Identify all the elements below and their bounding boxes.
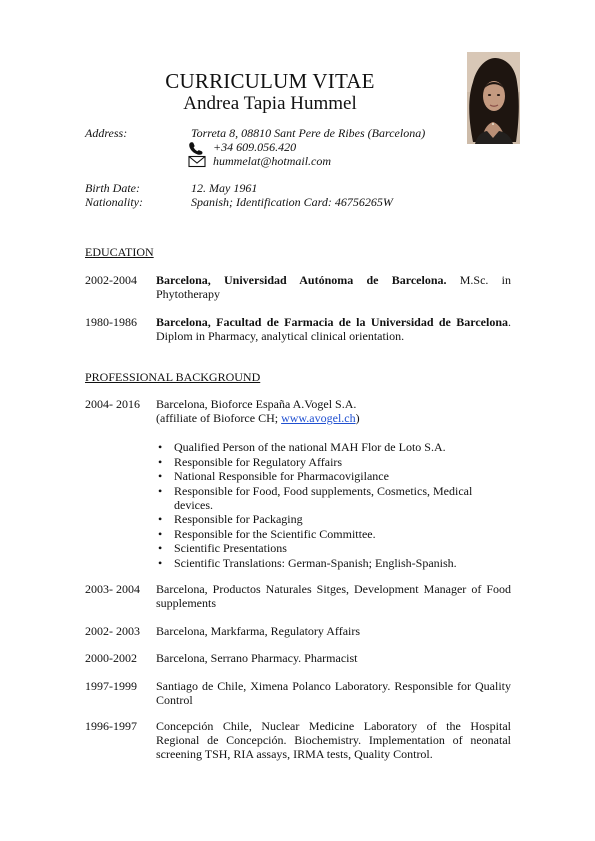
professional-years: 1996-1997 xyxy=(85,719,137,733)
list-item: • Responsible for Food, Food supplements, Cosmetics, Medical devices. xyxy=(156,484,496,512)
education-institution: Barcelona, Universidad Autónoma de Barcelona. xyxy=(156,273,447,287)
list-item: • Responsible for Packaging xyxy=(156,512,496,526)
affiliate-suffix: ) xyxy=(355,411,360,425)
document-title: CURRICULUM VITAE xyxy=(165,69,375,93)
professional-heading: PROFESSIONAL BACKGROUND xyxy=(85,370,261,384)
education-institution: Barcelona, Facultad de Farmacia de la Universidad de Barcelona xyxy=(156,315,508,329)
email-address[interactable]: hummelat@hotmail.com xyxy=(213,154,332,168)
nationality-value: Spanish; Identification Card: 46756265W xyxy=(191,195,393,209)
professional-years: 1997-1999 xyxy=(85,679,137,693)
address-label: Address: xyxy=(85,126,128,140)
education-detail: M.Sc. in Phytotherapy xyxy=(156,273,511,301)
education-years: 2002-2004 xyxy=(85,273,137,287)
professional-description: Barcelona, Serrano Pharmacy. Pharmacist xyxy=(156,651,358,665)
birth-date-value: 12. May 1961 xyxy=(191,181,258,195)
phone-number: +34 609.056.420 xyxy=(213,140,297,154)
list-item: • National Responsible for Pharmacovigilance xyxy=(156,469,496,483)
address-value: Torreta 8, 08810 Sant Pere de Ribes (Barcelona) xyxy=(191,126,426,140)
list-item: • Responsible for the Scientific Committee. xyxy=(156,527,496,541)
envelope-icon xyxy=(188,155,206,173)
birth-date-label: Birth Date: xyxy=(85,181,140,195)
professional-description: Barcelona, Productos Naturales Sitges, Development Manager of Food supplements xyxy=(156,582,511,610)
professional-years: 2002- 2003 xyxy=(85,624,140,638)
affiliate-prefix: (affiliate of Bioforce CH; xyxy=(156,411,282,425)
professional-years: 2004- 2016 xyxy=(85,397,140,411)
employer-line: Barcelona, Bioforce España A.Vogel S.A. xyxy=(156,397,357,411)
responsibilities-list xyxy=(156,440,496,570)
list-item: • Scientific Presentations xyxy=(156,541,496,555)
professional-description: Barcelona, Markfarma, Regulatory Affairs xyxy=(156,624,361,638)
professional-main-description xyxy=(156,397,511,425)
list-item: • Scientific Translations: German-Spanish; English-Spanish. xyxy=(156,556,496,570)
professional-description: Concepción Chile, Nuclear Medicine Laboratory of the Hospital Regional de Concepción. Biochemistry. Implementation of neonatal screening TSH, RIA assays, IRMA tests, Quality Control. xyxy=(156,719,511,761)
professional-years: 2003- 2004 xyxy=(85,582,140,596)
list-item: • Responsible for Regulatory Affairs xyxy=(156,455,496,469)
education-description xyxy=(156,315,511,343)
education-description xyxy=(156,273,511,301)
nationality-label: Nationality: xyxy=(85,195,143,209)
education-years: 1980-1986 xyxy=(85,315,137,329)
affiliate-line xyxy=(156,411,511,425)
professional-description: Santiago de Chile, Ximena Polanco Laboratory. Responsible for Quality Control xyxy=(156,679,511,707)
education-heading: EDUCATION xyxy=(85,245,154,259)
avogel-link[interactable]: www.avogel.ch xyxy=(281,411,356,425)
profile-photo xyxy=(467,52,520,144)
person-name: Andrea Tapia Hummel xyxy=(183,93,357,114)
list-item: • Qualified Person of the national MAH Flor de Loto S.A. xyxy=(156,440,496,454)
education-detail: . Diplom in Pharmacy, analytical clinical orientation. xyxy=(156,315,511,343)
professional-years: 2000-2002 xyxy=(85,651,137,665)
